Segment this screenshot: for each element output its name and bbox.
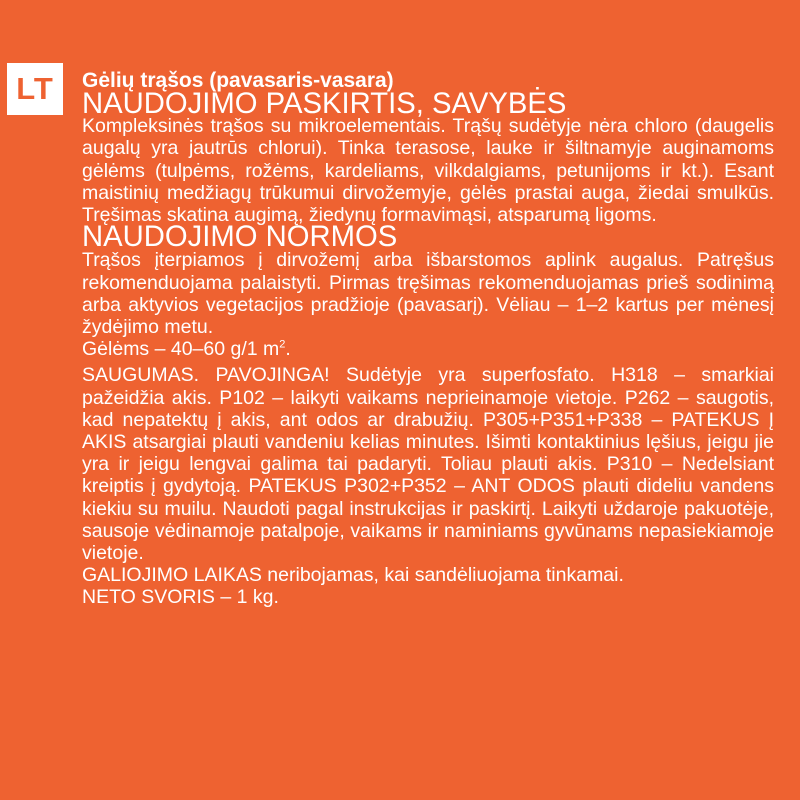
rate-suffix: . (285, 338, 291, 361)
product-title: Gėlių trąšos (pavasaris-vasara) (82, 69, 394, 92)
usage-rates-text: Trąšos įterpiamos į dirvožemį arba išbarstomos aplink augalus. Patręšus rekomenduojama palaistyti. Pirmas tręšimas rekomenduojamas prieš sodinimą arba aktyvios vegetacijos pradžioje (pavasarį). Vėliau – 1–2 kartus per mėnesį žydėjimo metu. (82, 249, 774, 339)
shelf-life-label: GALIOJIMO LAIKAS (82, 564, 262, 587)
net-weight-line (82, 586, 774, 608)
net-weight-label: NETO SVORIS (82, 586, 215, 609)
net-weight-text: – 1 kg. (214, 586, 279, 609)
usage-rate-value (82, 338, 774, 360)
usage-purpose-heading: NAUDOJIMO PASKIRTIS, SAVYBĖS (82, 88, 567, 120)
shelf-life-line (82, 564, 774, 586)
rate-superscript: 2 (279, 338, 286, 351)
safety-text: SAUGUMAS. PAVOJINGA! Sudėtyje yra superfosfato. H318 – smarkiai pažeidžia akis. P102 – laikyti vaikams neprieinamoje vietoje. P262 – saugotis, kad nepatektų į akis, ant odos ar drabužių. P305+P351+P338 – PATEKUS Į AKIS atsargiai plauti vandeniu kelias minutes. Išimti kontaktinius lęšius, jeigu jie yra ir jeigu lengvai galima tai padaryti. Toliau plauti akis. P310 – Nedelsiant kreiptis į gydytoją. PATEKUS P302+P352 – ANT ODOS plauti dideliu vandens kiekiu su muilu. Naudoti pagal instrukcijas ir paskirtį. Laikyti uždaroje pakuotėje, sausoje vėdinamoje patalpoje, vaikams ir naminiams gyvūnams nepasiekiamoje vietoje. (82, 364, 774, 565)
usage-purpose-text: Kompleksinės trąšos su mikroelementais. Trąšų sudėtyje nėra chloro (daugelis augalų yra jautrūs chlorui). Tinka terasose, lauke ir šiltnamyje auginamoms gėlėms (tulpėms, rožėms, kardeliams, vilkdalgiams, petunijoms ir kt.). Esant maistinių medžiagų trūkumui dirvožemyje, gėlės prastai auga, žiedai smulkūs. Tręšimas skatina augimą, žiedynų formavimąsi, atsparumą ligoms. (82, 115, 774, 227)
shelf-life-text: neribojamas, kai sandėliuojama tinkamai. (261, 564, 624, 587)
language-badge: LT (7, 63, 63, 115)
rate-prefix: Gėlėms – 40–60 g/1 m (82, 338, 280, 361)
usage-rates-heading: NAUDOJIMO NORMOS (82, 221, 398, 254)
label-content (82, 69, 774, 609)
